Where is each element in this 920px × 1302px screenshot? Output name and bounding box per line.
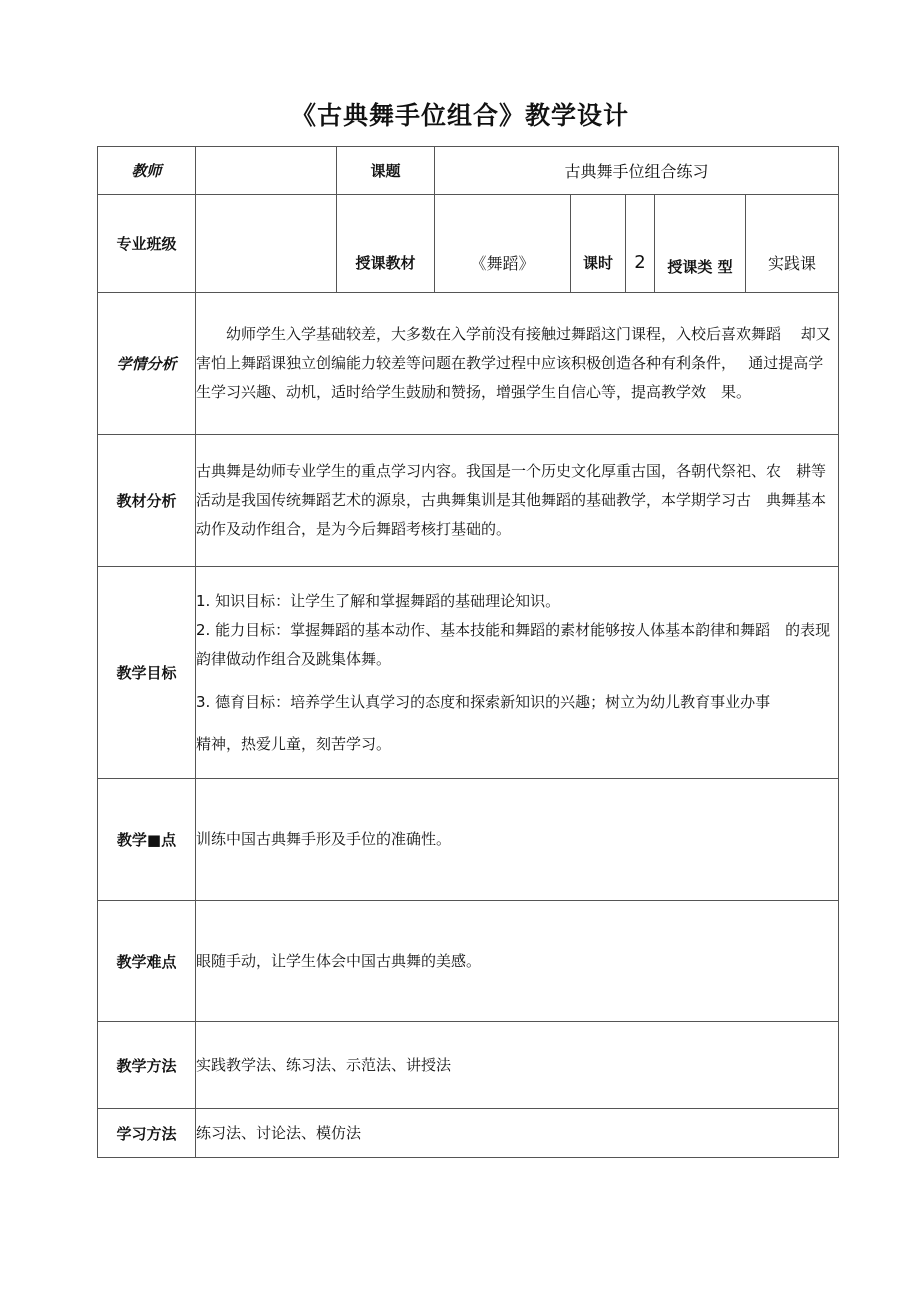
- teacher-label: 教师: [98, 147, 196, 195]
- hours-value: 2: [626, 195, 655, 293]
- info-row: [98, 195, 839, 293]
- class-value: [196, 195, 337, 293]
- material-analysis-label: 教材分析: [98, 435, 196, 567]
- goal-moral-continued: 精神，热爱儿童，刻苦学习。: [196, 734, 392, 753]
- topic-label: 课题: [337, 147, 435, 195]
- learning-methods-row: [98, 1109, 839, 1158]
- learning-methods-text: 练习法、讨论法、模仿法: [196, 1123, 362, 1142]
- key-points-row: [98, 779, 839, 901]
- hours-label: 课时: [571, 195, 626, 293]
- topic-value: 古典舞手位组合练习: [435, 147, 839, 195]
- student-analysis-label: 学情分析: [98, 293, 196, 435]
- goal-knowledge: 1. 知识目标：让学生了解和掌握舞蹈的基础理论知识。: [196, 591, 561, 610]
- goal-moral: 3. 德育目标：培养学生认真学习的态度和探索新知识的兴趣；树立为幼儿教育事业办事: [196, 692, 771, 711]
- type-value: 实践课: [746, 195, 839, 293]
- goals-label: 教学目标: [98, 567, 196, 779]
- goals-cell: [196, 567, 839, 779]
- learning-methods-cell: [196, 1109, 839, 1158]
- goal-ability: 2. 能力目标：掌握舞蹈的基本动作、基本技能和舞蹈的素材能够按人体基本韵律和舞蹈 的表现韵律做动作组合及跳集体舞。: [196, 620, 831, 668]
- teaching-methods-text: 实践教学法、练习法、示范法、讲授法: [196, 1055, 452, 1074]
- teacher-value: [196, 147, 337, 195]
- difficulties-row: [98, 901, 839, 1022]
- material-analysis-text: 古典舞是幼师专业学生的重点学习内容。我国是一个历史文化厚重古国，各朝代祭祀、农 耕等活动是我国传统舞蹈艺术的源泉，古典舞集训是其他舞蹈的基础教学，本学期学习古 典舞基本动作及动作组合，是为今后舞蹈考核打基础的。: [196, 462, 827, 538]
- key-points-cell: [196, 779, 839, 901]
- material-analysis-cell: [196, 435, 839, 567]
- student-analysis-row: [98, 293, 839, 435]
- teaching-methods-row: [98, 1022, 839, 1109]
- textbook-value: 《舞蹈》: [435, 195, 571, 293]
- class-label: 专业班级: [98, 195, 196, 293]
- header-row: [98, 147, 839, 195]
- student-analysis-text: 幼师学生入学基础较差，大多数在入学前没有接触过舞蹈这门课程，入校后喜欢舞蹈 却又害怕上舞蹈课独立创编能力较差等问题在教学过程中应该积极创造各种有利条件， 通过提高学生学习兴趣、动机，适时给学生鼓励和赞扬，增强学生自信心等，提高教学效 果。: [196, 325, 831, 401]
- difficulties-label: 教学难点: [98, 901, 196, 1022]
- difficulties-text: 眼随手动，让学生体会中国古典舞的美感。: [196, 951, 482, 970]
- goals-row: [98, 567, 839, 779]
- teaching-methods-cell: [196, 1022, 839, 1109]
- material-analysis-row: [98, 435, 839, 567]
- difficulties-cell: [196, 901, 839, 1022]
- page-title: 《古典舞手位组合》教学设计: [290, 101, 629, 130]
- textbook-label: 授课教材: [337, 195, 435, 293]
- teaching-methods-label: 教学方法: [98, 1022, 196, 1109]
- lesson-plan-table: [97, 146, 839, 1158]
- learning-methods-label: 学习方法: [98, 1109, 196, 1158]
- key-points-label: 教学■点: [98, 779, 196, 901]
- key-points-text: 训练中国古典舞手形及手位的准确性。: [196, 830, 452, 848]
- student-analysis-cell: [196, 293, 839, 435]
- type-label: 授课类 型: [655, 195, 746, 293]
